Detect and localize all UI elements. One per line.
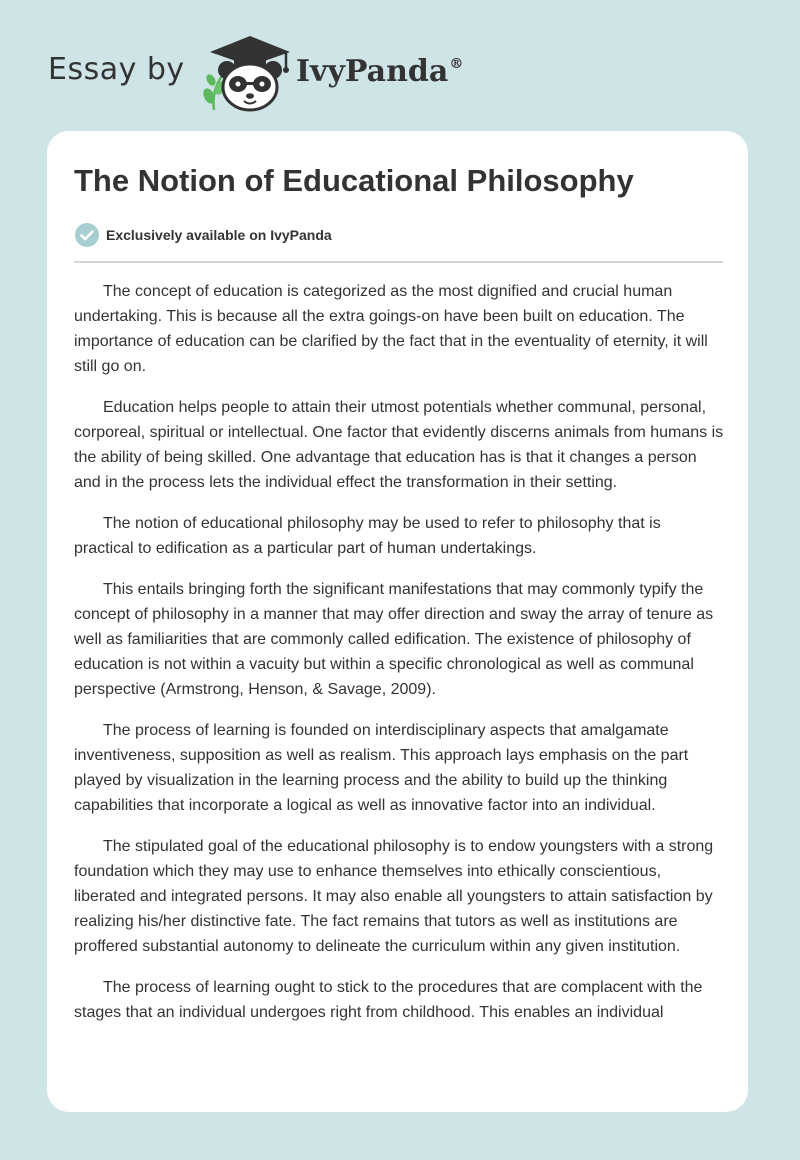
badge-label: Exclusively available on IvyPanda — [106, 227, 332, 243]
article-paragraph: Education helps people to attain their utmost potentials whether communal, personal, corporeal, spiritual or intellectual. One factor that evidently discerns animals from humans is the ability of being skilled. One advantage that education has is that it changes a person and in the process lets the individual effect the transformation in their setting. — [74, 399, 724, 491]
divider — [74, 261, 723, 263]
article-paragraph: The process of learning ought to stick to the procedures that are complacent with the stages that an individual undergoes right from childhood. This enables an individual — [74, 979, 703, 1021]
article-paragraph: This entails bringing forth the significant manifestations that may commonly typify the concept of philosophy in a manner that may offer direction and sway the array of tenure as well as familiarities that are commonly called edification. The existence of philosophy of education is not within a vacuity but within a specific chronological as well as communal perspective (Armstrong, Henson, & Savage, 2009). — [74, 581, 714, 698]
page-title: The Notion of Educational Philosophy — [74, 163, 634, 198]
brand-prefix: Essay by — [48, 52, 185, 87]
check-circle-icon — [74, 222, 100, 248]
panda-graduate-icon[interactable] — [200, 34, 294, 112]
article-body — [74, 279, 724, 1041]
brand-name[interactable] — [296, 54, 463, 89]
article-paragraph: The process of learning is founded on interdisciplinary aspects that amalgamate inventiveness, supposition as well as realism. This approach lays emphasis on the part played by visualization in the learning process and the ability to build up the thinking capabilities that incorporate a logical as well as innovative factor into an individual. — [74, 722, 689, 814]
article-paragraph: The notion of educational philosophy may be used to refer to philosophy that is practical to edification as a particular part of human undertakings. — [74, 515, 661, 557]
site-header — [46, 30, 546, 110]
article-paragraph: The stipulated goal of the educational philosophy is to endow youngsters with a strong foundation which they may use to enhance themselves into ethically conscientious, liberated and integrated persons. It may also enable all youngsters to attain satisfaction by realizing his/her distinctive fate. The fact remains that tutors as well as institutions are proffered substantial autonomy to delineate the curriculum within any given institution. — [74, 838, 714, 955]
brand-name-text: IvyPanda — [296, 54, 449, 89]
article-paragraph: The concept of education is categorized as the most dignified and crucial human undertaking. This is because all the extra goings-on have been built on education. The importance of education can be clarified by the fact that in the eventuality of eternity, it will still go on. — [74, 283, 708, 375]
essay-card — [47, 131, 748, 1112]
registered-mark: ® — [449, 56, 464, 72]
exclusive-badge — [74, 222, 332, 248]
